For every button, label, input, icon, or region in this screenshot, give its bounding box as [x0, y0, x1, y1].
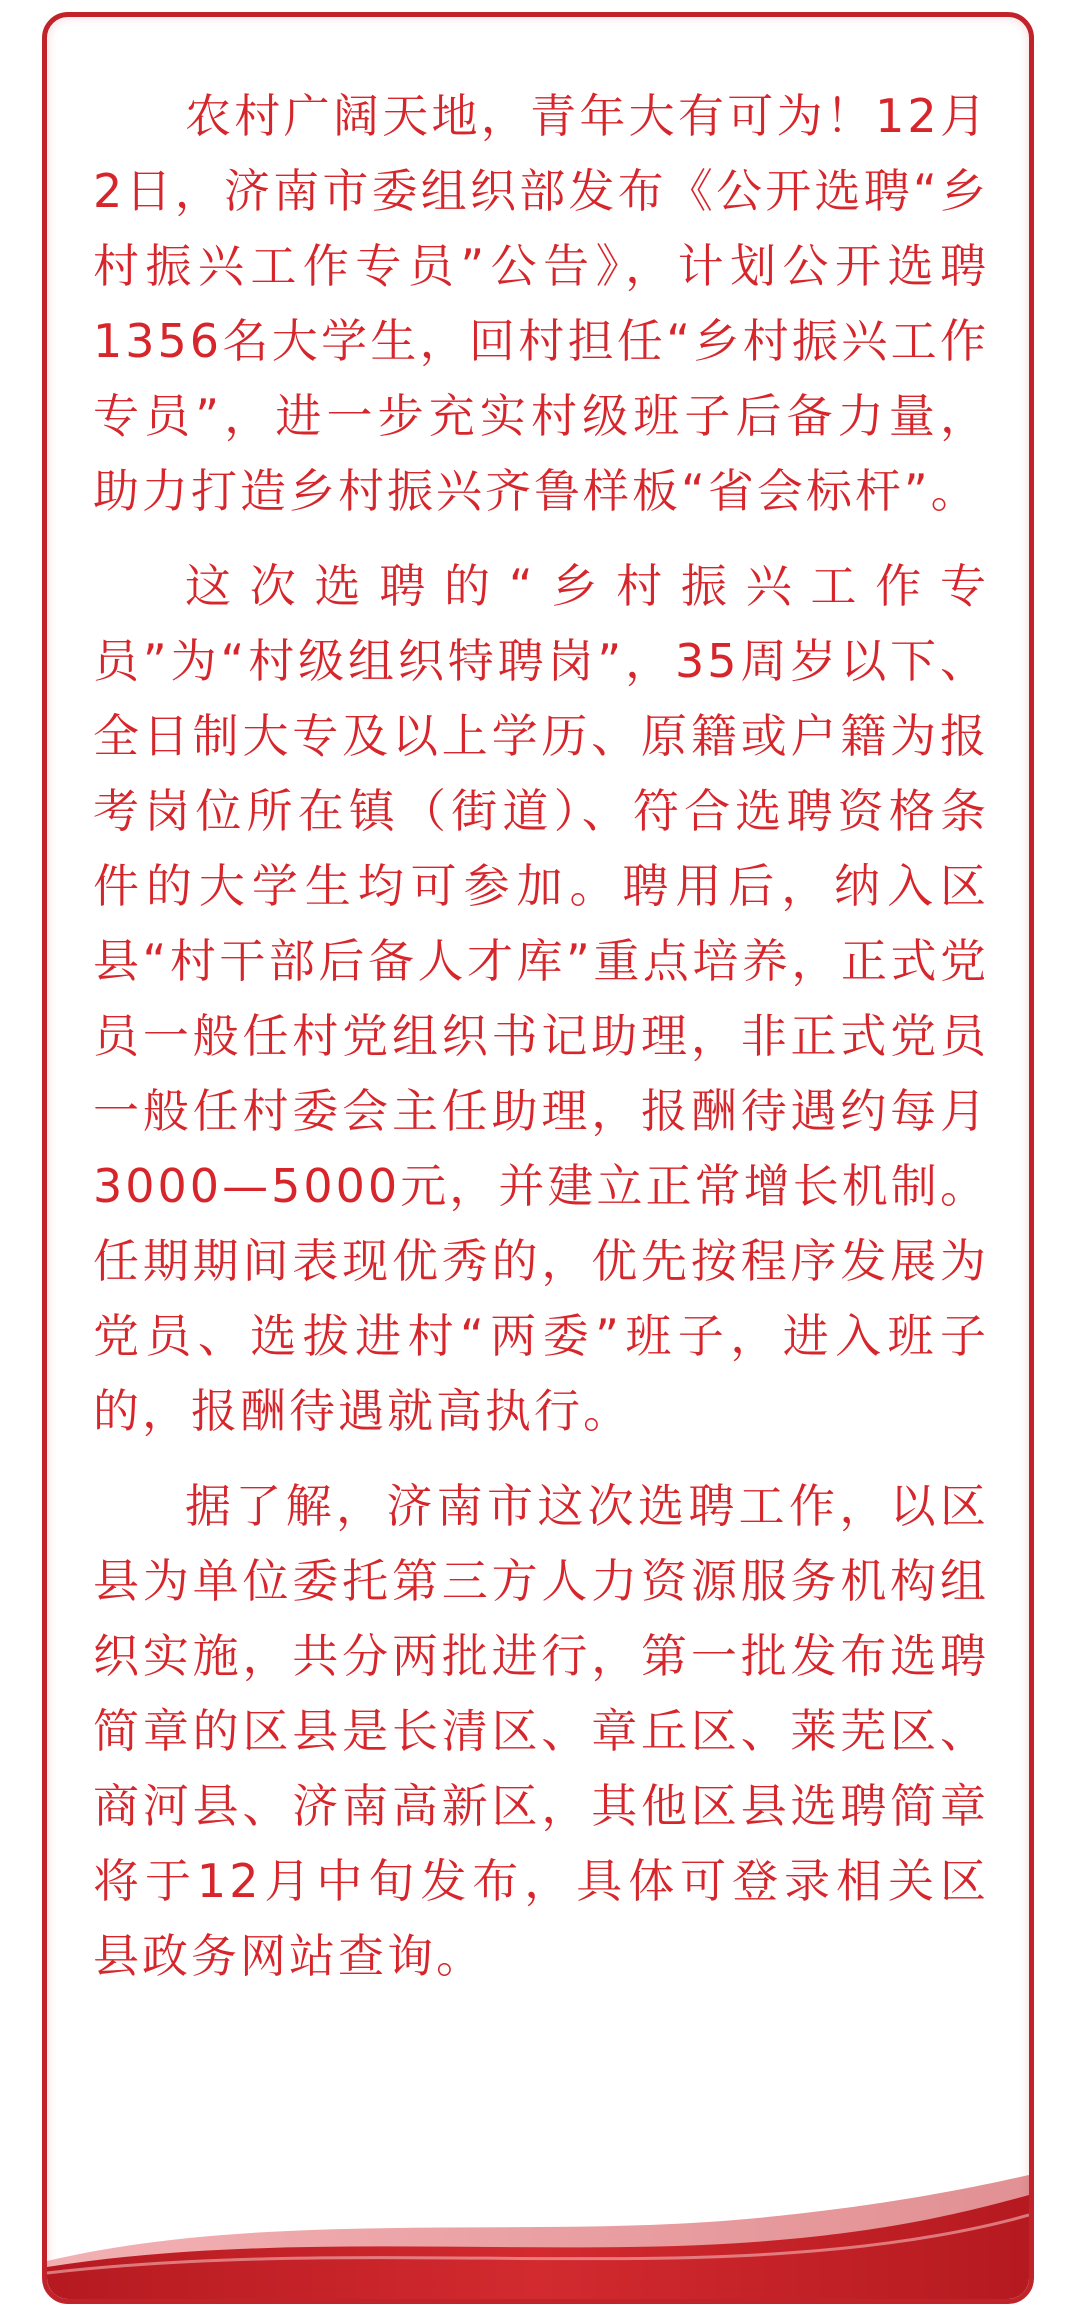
article-frame	[42, 12, 1034, 2304]
article-body	[93, 79, 989, 2014]
paragraph-1: 农村广阔天地，青年大有可为！12月2日，济南市委组织部发布《公开选聘“乡村振兴工作专员”公告》，计划公开选聘1356名大学生，回村担任“乡村振兴工作专员”，进一步充实村级班子后备力量，助力打造乡村振兴齐鲁样板“省会标杆”。	[93, 89, 989, 518]
paragraph-3: 据了解，济南市这次选聘工作，以区县为单位委托第三方人力资源服务机构组织实施，共分两批进行，第一批发布选聘简章的区县是长清区、章丘区、莱芜区、商河县、济南高新区，其他区县选聘简章将于12月中旬发布，具体可登录相关区县政务网站查询。	[93, 1479, 989, 1983]
red-wave-decoration	[47, 2169, 1029, 2299]
paragraph-2: 这次选聘的“乡村振兴工作专员”为“村级组织特聘岗”，35周岁以下、全日制大专及以上学历、原籍或户籍为报考岗位所在镇（街道）、符合选聘资格条件的大学生均可参加。聘用后，纳入区县“村干部后备人才库”重点培养，正式党员一般任村党组织书记助理，非正式党员一般任村委会主任助理，报酬待遇约每月3000—5000元，并建立正常增长机制。任期期间表现优秀的，优先按程序发展为党员、选拔进村“两委”班子，进入班子的，报酬待遇就高执行。	[93, 559, 989, 1438]
